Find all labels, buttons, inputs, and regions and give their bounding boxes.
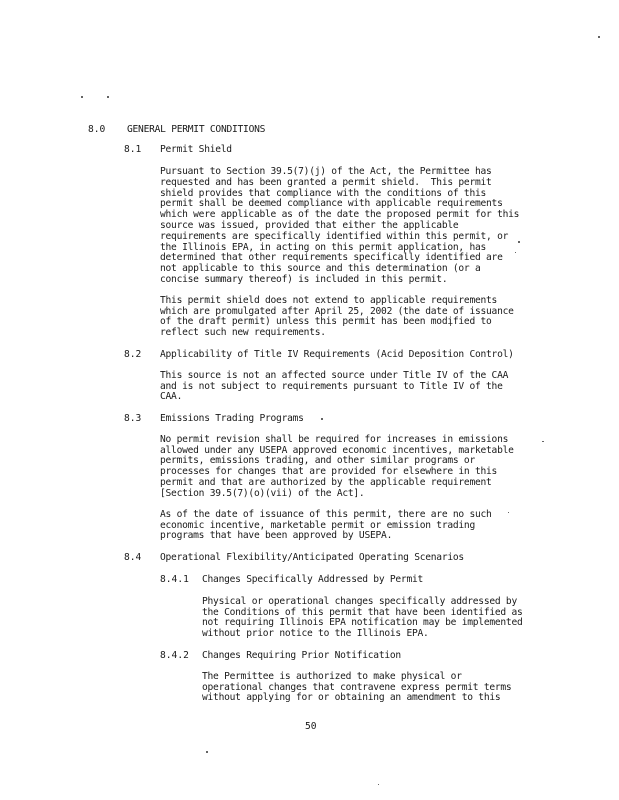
subsection-title: Applicability of Title IV Requirements (Acid Deposition Control): [160, 349, 514, 360]
paragraph-line: [Section 39.5(7)(o)(vii) of the Act].: [160, 487, 365, 499]
paragraph-line: not requiring Illinois EPA notification may be implemented: [202, 617, 523, 629]
section-number: 8.0: [88, 124, 106, 135]
scan-speck: [321, 418, 323, 420]
paragraph-line: without prior notice to the Illinois EPA.: [202, 628, 429, 640]
subsubsection-number: 8.4.2: [160, 650, 189, 661]
paragraph-line: Physical or operational changes specifically addressed by: [202, 596, 517, 607]
scan-speck: [518, 241, 520, 243]
subsection-number: 8.4: [124, 552, 142, 563]
paragraph-line: without applying for or obtaining an amendment to this: [202, 692, 501, 704]
paragraph-line: No permit revision shall be required for increases in emissions: [160, 434, 509, 445]
paragraph-line: permit and that are authorized by the applicable requirement: [160, 476, 492, 488]
scan-speck: [378, 784, 379, 785]
paragraph-line: This permit shield does not extend to applicable requirements: [160, 295, 498, 306]
paragraph-line: not applicable to this source and this determination (or a: [160, 263, 481, 275]
scan-speck: [542, 441, 544, 442]
paragraph-line: which were applicable as of the date the proposed permit for this: [160, 209, 520, 221]
paragraph-line: operational changes that contravene express permit terms: [202, 681, 512, 693]
scan-speck: [515, 252, 516, 253]
paragraph-line: permits, emissions trading, and other similar programs or: [160, 455, 475, 467]
scan-speck: [107, 96, 109, 98]
paragraph-line: requested and has been granted a permit shield. This permit: [160, 176, 492, 188]
paragraph-line: CAA.: [160, 391, 183, 403]
paragraph-line: and is not subject to requirements pursuant to Title IV of the: [160, 380, 503, 392]
subsection-title: Emissions Trading Programs: [160, 413, 304, 424]
paragraph-line: processes for changes that are provided for elsewhere in this: [160, 466, 498, 478]
scan-speck: [508, 512, 509, 513]
paragraph-line: reflect such new requirements.: [160, 327, 326, 339]
page-number: 50: [305, 721, 317, 732]
paragraph-line: which are promulgated after April 25, 2002 (the date of issuance: [160, 305, 514, 317]
paragraph-line: Pursuant to Section 39.5(7)(j) of the Act, the Permittee has: [160, 166, 492, 177]
subsubsection-title: Changes Requiring Prior Notification: [202, 650, 401, 661]
paragraph-line: source was issued, provided that either the applicable: [160, 220, 459, 231]
subsection-number: 8.2: [124, 349, 142, 360]
scan-speck: [598, 36, 600, 38]
paragraph-line: allowed under any USEPA approved economic incentives, marketable: [160, 444, 514, 456]
paragraph-line: concise summary thereof) is included in this permit.: [160, 274, 448, 285]
paragraph-line: shield provides that compliance with the conditions of this: [160, 187, 487, 199]
paragraph-line: As of the date of issuance of this permit, there are no such: [160, 509, 492, 520]
scan-speck: [206, 751, 208, 753]
paragraph-line: The Permittee is authorized to make physical or: [202, 671, 462, 682]
subsubsection-title: Changes Specifically Addressed by Permit: [202, 574, 424, 585]
section-title: GENERAL PERMIT CONDITIONS: [127, 124, 266, 135]
paragraph-line: programs that have been approved by USEPA.: [160, 530, 393, 542]
subsection-number: 8.3: [124, 413, 142, 424]
subsection-title: Permit Shield: [160, 144, 232, 155]
subsection-number: 8.1: [124, 144, 142, 155]
paragraph-line: requirements are specifically identified within this permit, or: [160, 230, 509, 242]
scan-speck: [81, 96, 83, 98]
paragraph-line: the Illinois EPA, in acting on this permit application, has: [160, 241, 487, 253]
paragraph-line: determined that other requirements specifically identified are: [160, 252, 503, 264]
paragraph-line: the Conditions of this permit that have been identified as: [202, 606, 523, 618]
subsection-title: Operational Flexibility/Anticipated Operating Scenarios: [160, 552, 464, 563]
paragraph-line: economic incentive, marketable permit or emission trading: [160, 519, 475, 531]
subsubsection-number: 8.4.1: [160, 574, 189, 585]
paragraph-line: permit shall be deemed compliance with applicable requirements: [160, 198, 503, 210]
paragraph-line: of the draft permit) unless this permit has been modified to: [160, 316, 492, 328]
paragraph-line: This source is not an affected source under Title IV of the CAA: [160, 370, 509, 381]
